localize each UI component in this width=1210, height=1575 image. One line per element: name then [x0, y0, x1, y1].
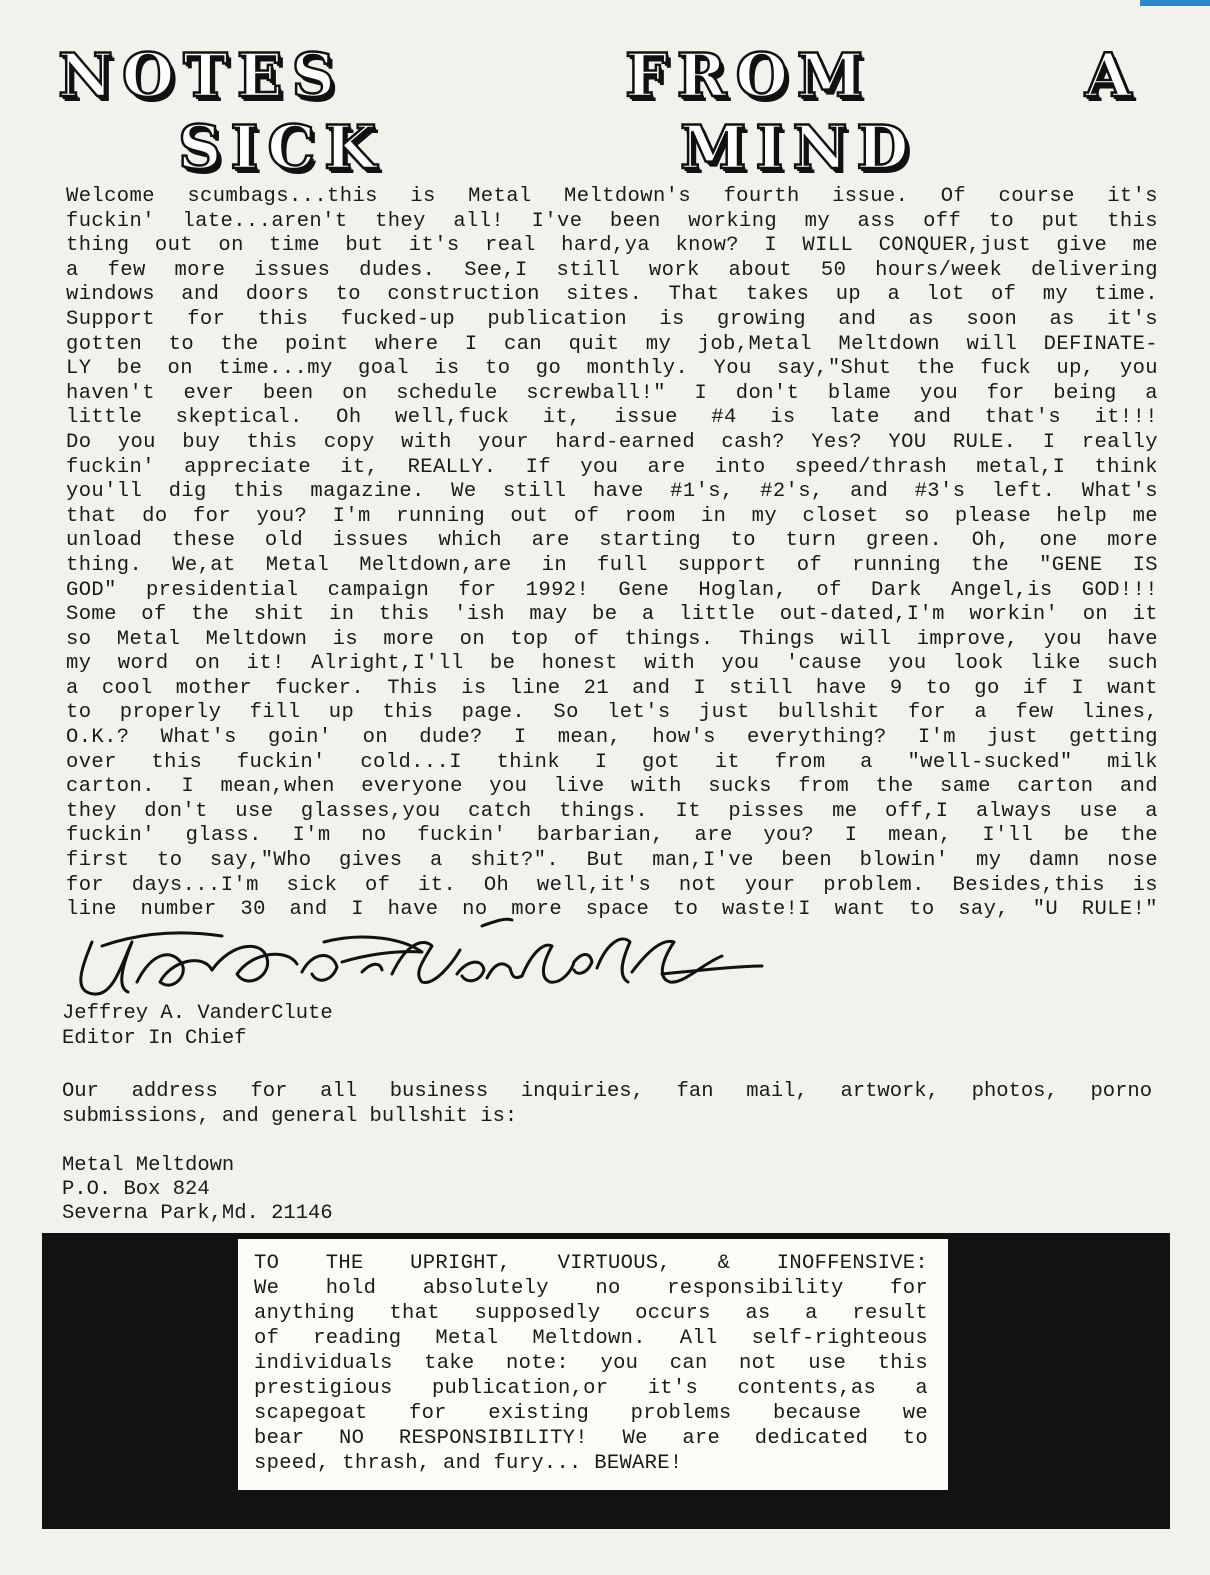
headline-word-a: A — [1085, 41, 1141, 111]
editorial-body — [66, 185, 1158, 923]
disclaimer-line: bear NO RESPONSIBILITY! We are dedicated to — [254, 1427, 928, 1450]
address-intro-line: submissions, and general bullshit is: — [62, 1105, 518, 1128]
editorial-line: over this fuckin' cold...I think I got it from a "well-sucked" milk — [66, 750, 1158, 774]
editorial-line: a cool mother fucker. This is line 21 and I still have 9 to go if I want — [66, 676, 1158, 700]
editorial-line: fuckin' late...aren't they all! I've been working my ass off to put this — [66, 209, 1158, 233]
editorial-line: carton. I mean,when everyone you live with sucks from the same carton and — [66, 775, 1158, 799]
disclaimer-line: individuals take note: you can not use this — [254, 1352, 928, 1375]
headline — [0, 38, 1210, 183]
editorial-line: fuckin' appreciate it, REALLY. If you are into speed/thrash metal,I think — [66, 455, 1158, 479]
editorial-line: line number 30 and I have no more space to waste!I want to say, "U RULE!" — [66, 898, 1158, 922]
address-line-3: Severna Park,Md. 21146 — [62, 1202, 333, 1225]
disclaimer-line: anything that supposedly occurs as a result — [254, 1302, 928, 1325]
editorial-line: they don't use glasses,you catch things. It pisses me off,I always use a — [66, 799, 1158, 823]
headline-word-from: FROM — [625, 41, 873, 111]
address-line-1: Metal Meltdown — [62, 1154, 235, 1177]
editor-name: Jeffrey A. VanderClute — [62, 1002, 333, 1025]
editorial-line: Support for this fucked-up publication is growing and as soon as it's — [66, 307, 1158, 331]
disclaimer-text — [254, 1251, 928, 1476]
address-line-2: P.O. Box 824 — [62, 1178, 210, 1201]
editor-title: Editor In Chief — [62, 1027, 247, 1050]
editorial-line: unload these old issues which are starting to turn green. Oh, one more — [66, 529, 1158, 553]
headline-word-notes: NOTES — [58, 41, 344, 111]
editorial-line: Welcome scumbags...this is Metal Meltdown's fourth issue. Of course it's — [66, 185, 1158, 208]
editor-credit — [62, 1001, 333, 1051]
editorial-line: first to say,"Who gives a shit?". But man,I've been blowin' my damn nose — [66, 849, 1158, 873]
disclaimer-line: prestigious publication,or it's contents,as a — [254, 1377, 928, 1400]
disclaimer-panel — [238, 1239, 948, 1490]
disclaimer-line: TO THE UPRIGHT, VIRTUOUS, & INOFFENSIVE: — [254, 1252, 928, 1275]
headline-word-sick: SICK — [178, 113, 386, 183]
editorial-line: a few more issues dudes. See,I still work about 50 hours/week delivering — [66, 258, 1158, 282]
editorial-line: that do for you? I'm running out of room in my closet so please help me — [66, 504, 1158, 528]
disclaimer-line: of reading Metal Meltdown. All self-righteous — [254, 1327, 928, 1350]
editorial-line: thing. We,at Metal Meltdown,are in full support of running the "GENE IS — [66, 553, 1158, 577]
editor-signature — [62, 912, 782, 1008]
editorial-line: so Metal Meltdown is more on top of things. Things will improve, you have — [66, 627, 1158, 651]
disclaimer-line: We hold absolutely no responsibility for — [254, 1277, 928, 1300]
disclaimer-line: scapegoat for existing problems because we — [254, 1402, 928, 1425]
address-intro-line: Our address for all business inquiries, fan mail, artwork, photos, porno — [62, 1080, 1152, 1103]
headline-word-mind: MIND — [680, 113, 918, 183]
editorial-line: Some of the shit in this 'ish may be a little out-dated,I'm workin' on it — [66, 603, 1158, 627]
editorial-line: GOD" presidential campaign for 1992! Gene Hoglan, of Dark Angel,is GOD!!! — [66, 578, 1158, 602]
editorial-line: O.K.? What's goin' on dude? I mean, how's everything? I'm just getting — [66, 726, 1158, 750]
editorial-line: to properly fill up this page. So let's just bullshit for a few lines, — [66, 701, 1158, 725]
editorial-line: Do you buy this copy with your hard-earned cash? Yes? YOU RULE. I really — [66, 430, 1158, 454]
page-edge-strip — [1140, 0, 1210, 6]
mailing-address — [62, 1154, 333, 1226]
editorial-line: haven't ever been on schedule screwball!" I don't blame you for being a — [66, 381, 1158, 405]
editorial-line: gotten to the point where I can quit my job,Metal Meltdown will DEFINATE- — [66, 332, 1158, 356]
editorial-line: LY be on time...my goal is to go monthly. You say,"Shut the fuck up, you — [66, 357, 1158, 381]
disclaimer-line: speed, thrash, and fury... BEWARE! — [254, 1452, 683, 1475]
editorial-line: my word on it! Alright,I'll be honest with you 'cause you look like such — [66, 652, 1158, 676]
editorial-line: little skeptical. Oh well,fuck it, issue #4 is late and that's it!!! — [66, 406, 1158, 430]
editorial-line: windows and doors to construction sites. That takes up a lot of my time. — [66, 283, 1158, 307]
editorial-line: fuckin' glass. I'm no fuckin' barbarian, are you? I mean, I'll be the — [66, 824, 1158, 848]
address-intro — [62, 1079, 1152, 1129]
editorial-line: for days...I'm sick of it. Oh well,it's not your problem. Besides,this is — [66, 873, 1158, 897]
editorial-line: thing out on time but it's real hard,ya know? I WILL CONQUER,just give me — [66, 234, 1158, 258]
editorial-line: you'll dig this magazine. We still have #1's, #2's, and #3's left. What's — [66, 480, 1158, 504]
